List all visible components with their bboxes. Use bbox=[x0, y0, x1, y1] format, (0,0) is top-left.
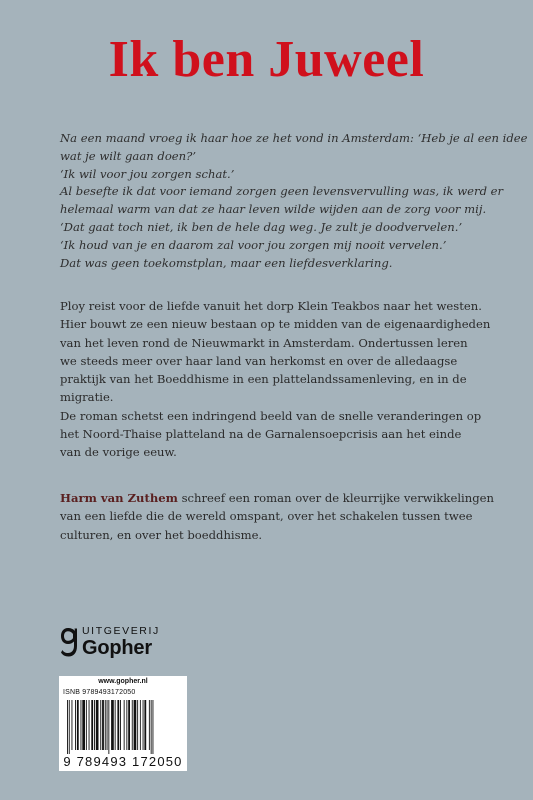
barcode-bar bbox=[86, 700, 87, 750]
barcode-bar bbox=[137, 700, 138, 750]
synopsis-line: Hier bouwt ze een nieuw bestaan op te midden van de eigenaardigheden bbox=[60, 317, 491, 332]
publisher-url: www.gopher.nl bbox=[98, 678, 148, 685]
publisher-logo bbox=[60, 625, 220, 665]
barcode-bar bbox=[102, 700, 104, 750]
barcode-bars bbox=[65, 700, 181, 754]
ean-digits: 9 789493 172050 bbox=[63, 754, 183, 769]
barcode-bar bbox=[72, 700, 73, 750]
synopsis-line: het Noord-Thaise platteland na de Garnalensoepcrisis aan het einde bbox=[60, 427, 462, 442]
author-line-rest: schreef een roman over de kleurrijke verwikkelingen bbox=[177, 491, 494, 505]
barcode-bar bbox=[115, 700, 116, 750]
barcode-bar bbox=[117, 700, 119, 750]
synopsis-line: van het leven rond de Nieuwmarkt in Amsterdam. Ondertussen leren bbox=[60, 335, 468, 350]
barcode-bar bbox=[89, 700, 90, 750]
barcode-bar bbox=[107, 700, 108, 750]
barcode-bar bbox=[91, 700, 93, 750]
publisher-name: Gopher bbox=[82, 637, 152, 659]
synopsis-line: van de vorige eeuw. bbox=[60, 445, 177, 460]
synopsis-line: Ploy reist voor de liefde vanuit het dorp Klein Teakbos naar het westen. bbox=[60, 299, 482, 313]
barcode-bar bbox=[96, 700, 99, 750]
barcode-bar bbox=[151, 700, 152, 754]
quote-line: Al besefte ik dat voor iemand zorgen geen levensvervulling was, ik werd er bbox=[60, 184, 504, 199]
barcode-bar bbox=[105, 700, 106, 750]
author-line bbox=[60, 489, 494, 507]
author-line: van een liefde die de wereld omspant, over het schakelen tussen twee bbox=[60, 509, 473, 524]
quote-line: helemaal warm van dat ze haar leven wilde wijden aan de zorg voor mij. bbox=[60, 202, 487, 217]
isbn-barcode bbox=[59, 676, 187, 771]
barcode-bar bbox=[69, 700, 70, 754]
barcode-bar bbox=[144, 700, 146, 750]
barcode-bar bbox=[81, 700, 82, 750]
quote-line: ‘Dat gaat toch niet, ik ben de hele dag weg. Je zult je doodvervelen.’ bbox=[60, 219, 463, 234]
isbn-label: ISNB 9789493172050 bbox=[63, 689, 136, 696]
synopsis-line: De roman schetst een indringend beeld van de snelle veranderingen op bbox=[60, 408, 482, 423]
quote-line: Na een maand vroeg ik haar hoe ze het vond in Amsterdam: ‘Heb je al een idee bbox=[60, 131, 528, 145]
barcode-bar bbox=[108, 700, 109, 754]
barcode-bar bbox=[82, 700, 85, 750]
barcode-bar bbox=[94, 700, 95, 750]
publisher-label: UITGEVERIJ bbox=[82, 625, 160, 637]
barcode-bar bbox=[132, 700, 133, 750]
quote-line: wat je wilt gaan doen?’ bbox=[60, 148, 197, 163]
barcode-bar bbox=[120, 700, 121, 750]
synopsis-line: praktijk van het Boeddhisme in een plattelandssamenleving, en in de bbox=[60, 372, 467, 387]
barcode-bar bbox=[143, 700, 144, 750]
barcode-bar bbox=[75, 700, 76, 750]
barcode-bar bbox=[140, 700, 141, 750]
barcode-bar bbox=[126, 700, 127, 750]
book-title: Ik ben Juweel bbox=[108, 31, 425, 88]
synopsis-line: we steeds meer over haar land van herkomst en over de alledaagse bbox=[60, 353, 458, 368]
barcode-bar bbox=[124, 700, 125, 750]
author-description bbox=[60, 489, 494, 544]
barcode-bar bbox=[153, 700, 154, 754]
barcode-bar bbox=[100, 700, 101, 750]
synopsis bbox=[60, 297, 491, 462]
author-line: culturen, en over het boeddhisme. bbox=[60, 527, 263, 542]
barcode-bar bbox=[128, 700, 130, 750]
barcode-bar bbox=[134, 700, 137, 750]
quote-line: Dat was geen toekomstplan, maar een liefdesverklaring. bbox=[60, 255, 393, 270]
barcode-bar bbox=[149, 700, 150, 750]
barcode-bar bbox=[77, 700, 79, 750]
quote-line: ‘Ik houd van je en daarom zal voor jou zorgen mij nooit vervelen.’ bbox=[60, 237, 447, 252]
quote-line: ‘Ik wil voor jou zorgen schat.’ bbox=[60, 166, 235, 181]
barcode-bar bbox=[67, 700, 68, 754]
excerpt-quote bbox=[60, 130, 528, 272]
synopsis-line: migratie. bbox=[60, 390, 114, 405]
author-name: Harm van Zuthem bbox=[60, 491, 178, 505]
gopher-g-icon bbox=[60, 627, 78, 661]
barcode-bar bbox=[111, 700, 114, 750]
